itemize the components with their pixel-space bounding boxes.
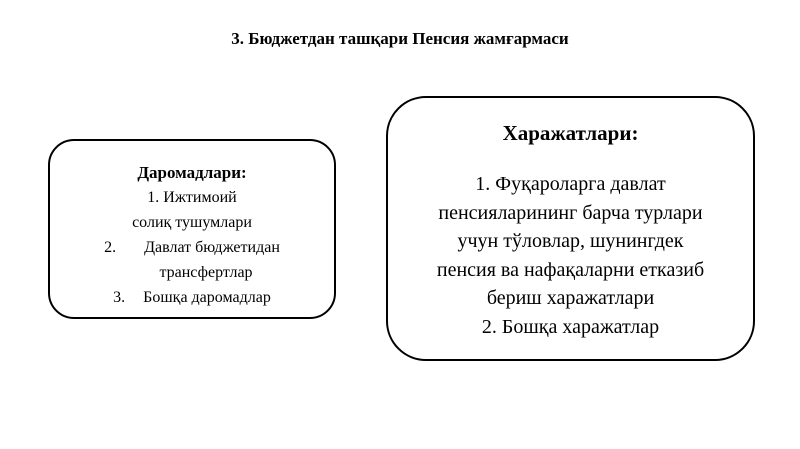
income-item-1-continuation: солиқ тушумлари — [132, 214, 252, 231]
expenses-line-6: 2. Бошқа харажатлар — [481, 315, 660, 338]
diagram-title: 3. Бюджетдан ташқари Пенсия жамғармаси — [231, 29, 569, 48]
income-item-1-text: Ижтимоий — [163, 189, 237, 206]
income-item-3 — [50, 285, 334, 310]
expenses-box — [386, 96, 755, 361]
income-item-1 — [50, 185, 334, 210]
expenses-line-3: учун тўловлар, шунингдек — [457, 230, 684, 252]
income-item-1-number: 1. — [147, 189, 160, 206]
income-heading: Даромадлари: — [137, 163, 247, 182]
expenses-line-1: 1. Фуқароларга давлат — [475, 173, 666, 195]
expenses-line-2: пенсияларининг барча турлари — [438, 201, 703, 224]
expenses-heading: Харажатлари: — [502, 121, 639, 145]
expenses-line-4: пенсия ва нафақаларни етказиб — [436, 258, 705, 281]
income-box — [48, 139, 336, 319]
income-item-2-text: Давлат бюджетидан — [144, 239, 280, 256]
expenses-line-5: бериш харажатлари — [486, 287, 655, 309]
income-item-2-number: 2. — [104, 239, 117, 256]
income-item-2-continuation: трансфертлар — [159, 264, 253, 281]
income-item-2 — [50, 235, 334, 260]
income-item-3-text: Бошқа даромадлар — [143, 289, 271, 306]
income-item-3-number: 3. — [113, 289, 126, 306]
